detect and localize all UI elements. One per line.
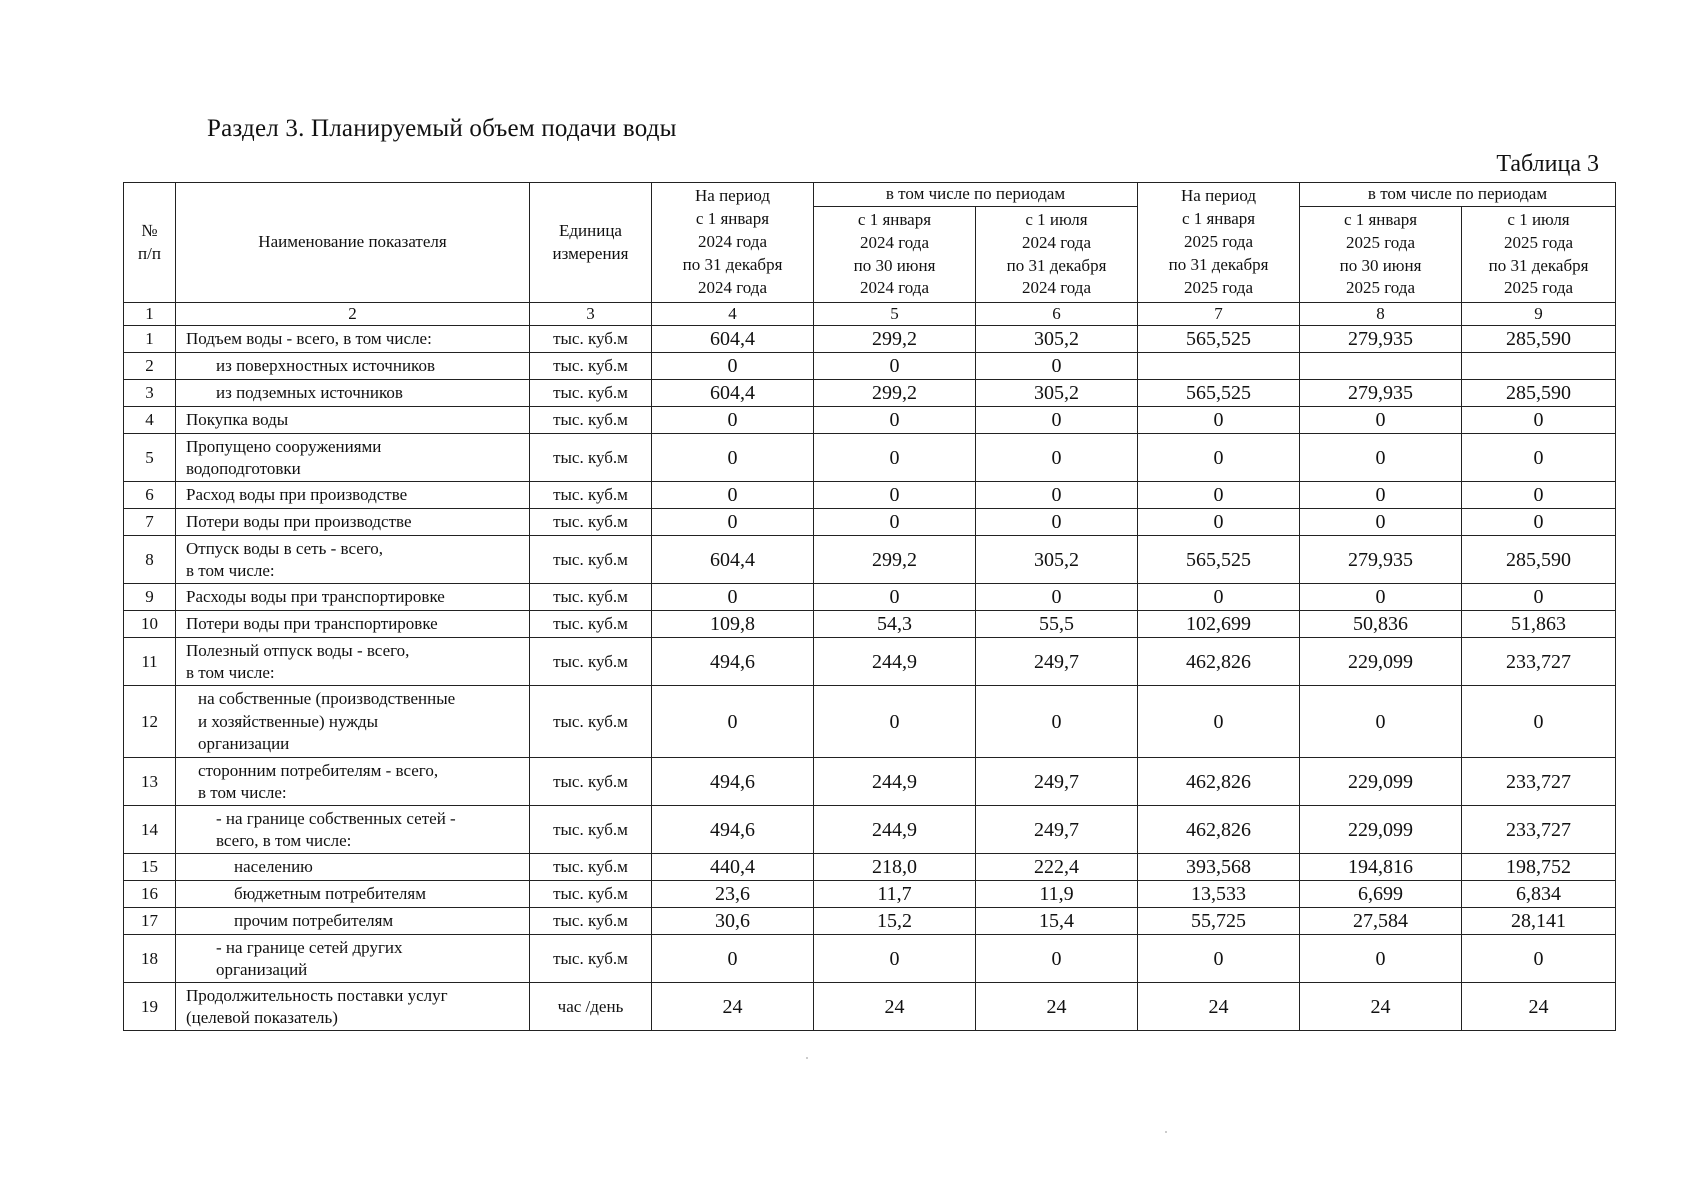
value-cell: 393,568	[1138, 854, 1300, 881]
value-cell: 279,935	[1300, 536, 1462, 584]
value-cell: 0	[814, 935, 976, 983]
table-row	[124, 758, 1616, 806]
column-number: 8	[1300, 303, 1462, 326]
row-number: 13	[124, 758, 176, 806]
indicator-name-text: населению	[234, 857, 313, 877]
value-cell: 565,525	[1138, 326, 1300, 353]
value-cell: 30,6	[652, 908, 814, 935]
indicator-name-text: прочим потребителям	[234, 911, 394, 931]
table-row	[124, 638, 1616, 686]
header-h1-2025: с 1 января 2025 года по 30 июня 2025 года	[1300, 207, 1462, 303]
value-cell: 24	[652, 983, 814, 1031]
indicator-name	[176, 935, 530, 983]
row-number: 8	[124, 536, 176, 584]
value-cell: 0	[1462, 434, 1616, 482]
indicator-name	[176, 536, 530, 584]
value-cell: 0	[652, 935, 814, 983]
indicator-name	[176, 638, 530, 686]
unit-cell: тыс. куб.м	[530, 758, 652, 806]
table-row	[124, 434, 1616, 482]
column-number: 9	[1462, 303, 1616, 326]
indicator-name	[176, 983, 530, 1031]
value-cell: 0	[1462, 482, 1616, 509]
unit-cell: тыс. куб.м	[530, 881, 652, 908]
unit-cell: тыс. куб.м	[530, 908, 652, 935]
column-number: 4	[652, 303, 814, 326]
value-cell: 299,2	[814, 536, 976, 584]
column-number: 7	[1138, 303, 1300, 326]
value-cell: 244,9	[814, 758, 976, 806]
value-cell: 0	[1138, 407, 1300, 434]
row-number: 7	[124, 509, 176, 536]
row-number: 2	[124, 353, 176, 380]
unit-cell: тыс. куб.м	[530, 611, 652, 638]
unit-cell: тыс. куб.м	[530, 482, 652, 509]
value-cell: 0	[652, 482, 814, 509]
value-cell: 0	[976, 434, 1138, 482]
indicator-name-text: - на границе сетей других организаций	[216, 937, 403, 979]
scan-speck	[1165, 1131, 1167, 1133]
indicator-name-text: из подземных источников	[216, 383, 403, 403]
value-cell: 0	[1138, 482, 1300, 509]
header-unit: Единица измерения	[530, 183, 652, 303]
table-row	[124, 407, 1616, 434]
column-number: 5	[814, 303, 976, 326]
value-cell: 0	[814, 407, 976, 434]
table-row	[124, 935, 1616, 983]
value-cell: 285,590	[1462, 326, 1616, 353]
table-row	[124, 611, 1616, 638]
value-cell: 15,4	[976, 908, 1138, 935]
row-number: 14	[124, 806, 176, 854]
value-cell: 6,834	[1462, 881, 1616, 908]
unit-cell: тыс. куб.м	[530, 536, 652, 584]
value-cell: 24	[976, 983, 1138, 1031]
header-row-1	[124, 183, 1616, 207]
value-cell: 0	[652, 353, 814, 380]
value-cell: 0	[814, 482, 976, 509]
value-cell: 27,584	[1300, 908, 1462, 935]
value-cell: 462,826	[1138, 806, 1300, 854]
row-number: 1	[124, 326, 176, 353]
row-number: 6	[124, 482, 176, 509]
indicator-name	[176, 758, 530, 806]
value-cell: 285,590	[1462, 380, 1616, 407]
value-cell: 0	[1462, 686, 1616, 758]
value-cell: 233,727	[1462, 638, 1616, 686]
unit-cell: тыс. куб.м	[530, 380, 652, 407]
indicator-name-text: Пропущено сооружениями водоподготовки	[186, 436, 382, 478]
value-cell: 494,6	[652, 806, 814, 854]
value-cell: 0	[1138, 509, 1300, 536]
header-h2-2024: с 1 июля 2024 года по 31 декабря 2024 года	[976, 207, 1138, 303]
indicator-name-text: - на границе собственных сетей - всего, в том числе:	[216, 808, 456, 850]
value-cell: 109,8	[652, 611, 814, 638]
indicator-name-text: Подъем воды - всего, в том числе:	[186, 329, 432, 349]
value-cell: 299,2	[814, 380, 976, 407]
column-number: 3	[530, 303, 652, 326]
indicator-name	[176, 584, 530, 611]
row-number: 10	[124, 611, 176, 638]
value-cell: 0	[976, 686, 1138, 758]
value-cell: 0	[976, 353, 1138, 380]
table-row	[124, 806, 1616, 854]
unit-cell: тыс. куб.м	[530, 353, 652, 380]
value-cell: 0	[1138, 935, 1300, 983]
value-cell: 24	[814, 983, 976, 1031]
value-cell: 249,7	[976, 638, 1138, 686]
value-cell: 0	[976, 509, 1138, 536]
indicator-name-text: Продолжительность поставки услуг (целевой показатель)	[186, 985, 448, 1027]
row-number: 3	[124, 380, 176, 407]
value-cell: 198,752	[1462, 854, 1616, 881]
value-cell: 229,099	[1300, 638, 1462, 686]
value-cell: 0	[1138, 584, 1300, 611]
table-row	[124, 854, 1616, 881]
value-cell: 218,0	[814, 854, 976, 881]
row-number: 15	[124, 854, 176, 881]
row-number: 11	[124, 638, 176, 686]
table-row	[124, 584, 1616, 611]
value-cell: 50,836	[1300, 611, 1462, 638]
value-cell: 0	[1300, 434, 1462, 482]
indicator-name	[176, 482, 530, 509]
row-number: 16	[124, 881, 176, 908]
indicator-name	[176, 611, 530, 638]
indicator-name-text: Потери воды при транспортировке	[186, 614, 438, 634]
value-cell: 0	[1462, 407, 1616, 434]
value-cell: 229,099	[1300, 758, 1462, 806]
indicator-name-text: Покупка воды	[186, 410, 289, 430]
value-cell: 54,3	[814, 611, 976, 638]
unit-cell: тыс. куб.м	[530, 638, 652, 686]
value-cell: 305,2	[976, 536, 1138, 584]
indicator-name-text: бюджетным потребителям	[234, 884, 426, 904]
unit-cell: тыс. куб.м	[530, 326, 652, 353]
row-number: 4	[124, 407, 176, 434]
value-cell: 23,6	[652, 881, 814, 908]
indicator-name-text: Расход воды при производстве	[186, 485, 408, 505]
water-supply-table	[123, 182, 1616, 1031]
table-row	[124, 686, 1616, 758]
value-cell: 24	[1462, 983, 1616, 1031]
value-cell: 0	[652, 434, 814, 482]
value-cell: 0	[814, 686, 976, 758]
value-cell: 24	[1300, 983, 1462, 1031]
indicator-name	[176, 686, 530, 758]
indicator-name-text: из поверхностных источников	[216, 356, 435, 376]
unit-cell: тыс. куб.м	[530, 935, 652, 983]
value-cell: 0	[1300, 935, 1462, 983]
indicator-name-text: сторонним потребителям - всего, в том числе:	[198, 760, 439, 802]
value-cell: 222,4	[976, 854, 1138, 881]
value-cell: 0	[976, 482, 1138, 509]
unit-cell: тыс. куб.м	[530, 584, 652, 611]
value-cell: 285,590	[1462, 536, 1616, 584]
row-number: 19	[124, 983, 176, 1031]
column-number: 2	[176, 303, 530, 326]
value-cell	[1462, 353, 1616, 380]
unit-cell: тыс. куб.м	[530, 509, 652, 536]
value-cell: 0	[652, 584, 814, 611]
table-row	[124, 881, 1616, 908]
value-cell: 279,935	[1300, 326, 1462, 353]
header-h2-2025: с 1 июля 2025 года по 31 декабря 2025 года	[1462, 207, 1616, 303]
value-cell: 462,826	[1138, 638, 1300, 686]
value-cell: 244,9	[814, 806, 976, 854]
header-period-2025: На период с 1 января 2025 года по 31 декабря 2025 года	[1138, 183, 1300, 303]
indicator-name	[176, 380, 530, 407]
value-cell: 13,533	[1138, 881, 1300, 908]
table-label: Таблица 3	[1496, 151, 1599, 177]
indicator-name	[176, 509, 530, 536]
table-row	[124, 908, 1616, 935]
value-cell: 233,727	[1462, 758, 1616, 806]
row-number: 12	[124, 686, 176, 758]
indicator-name-text: Потери воды при производстве	[186, 512, 412, 532]
value-cell: 28,141	[1462, 908, 1616, 935]
value-cell: 0	[652, 509, 814, 536]
column-number: 6	[976, 303, 1138, 326]
value-cell: 0	[1300, 407, 1462, 434]
value-cell: 305,2	[976, 326, 1138, 353]
header-num: № п/п	[124, 183, 176, 303]
value-cell: 604,4	[652, 326, 814, 353]
value-cell: 229,099	[1300, 806, 1462, 854]
row-number: 18	[124, 935, 176, 983]
value-cell: 0	[652, 407, 814, 434]
indicator-name	[176, 407, 530, 434]
value-cell: 24	[1138, 983, 1300, 1031]
value-cell: 494,6	[652, 638, 814, 686]
value-cell: 462,826	[1138, 758, 1300, 806]
value-cell: 55,5	[976, 611, 1138, 638]
value-cell: 0	[1462, 935, 1616, 983]
value-cell: 249,7	[976, 806, 1138, 854]
value-cell: 194,816	[1300, 854, 1462, 881]
value-cell: 233,727	[1462, 806, 1616, 854]
value-cell: 15,2	[814, 908, 976, 935]
value-cell: 565,525	[1138, 536, 1300, 584]
row-number: 5	[124, 434, 176, 482]
header-name: Наименование показателя	[176, 183, 530, 303]
value-cell: 0	[652, 686, 814, 758]
value-cell: 279,935	[1300, 380, 1462, 407]
table-row	[124, 482, 1616, 509]
value-cell	[1138, 353, 1300, 380]
indicator-name-text: Полезный отпуск воды - всего, в том числе:	[186, 640, 410, 682]
value-cell: 440,4	[652, 854, 814, 881]
unit-cell: тыс. куб.м	[530, 806, 652, 854]
unit-cell: тыс. куб.м	[530, 407, 652, 434]
indicator-name	[176, 434, 530, 482]
value-cell: 0	[814, 509, 976, 536]
value-cell: 0	[814, 353, 976, 380]
header-period-2024: На период с 1 января 2024 года по 31 декабря 2024 года	[652, 183, 814, 303]
value-cell: 0	[814, 584, 976, 611]
table-row	[124, 353, 1616, 380]
value-cell: 0	[976, 935, 1138, 983]
value-cell: 11,9	[976, 881, 1138, 908]
column-number: 1	[124, 303, 176, 326]
value-cell	[1300, 353, 1462, 380]
row-number: 9	[124, 584, 176, 611]
value-cell: 305,2	[976, 380, 1138, 407]
value-cell: 0	[1462, 509, 1616, 536]
unit-cell: тыс. куб.м	[530, 434, 652, 482]
value-cell: 0	[976, 584, 1138, 611]
indicator-name-text: Расходы воды при транспортировке	[186, 587, 445, 607]
table-row	[124, 326, 1616, 353]
value-cell: 0	[1300, 482, 1462, 509]
value-cell: 6,699	[1300, 881, 1462, 908]
indicator-name	[176, 881, 530, 908]
indicator-name-text: на собственные (производственные и хозяйственные) нужды организации	[198, 689, 456, 753]
indicator-name	[176, 908, 530, 935]
value-cell: 102,699	[1138, 611, 1300, 638]
value-cell: 0	[1300, 509, 1462, 536]
indicator-name	[176, 353, 530, 380]
value-cell: 0	[1138, 686, 1300, 758]
indicator-name	[176, 326, 530, 353]
indicator-name-text: Отпуск воды в сеть - всего, в том числе:	[186, 538, 384, 580]
header-subperiods-2024: в том числе по периодам	[814, 183, 1138, 207]
value-cell: 0	[1300, 584, 1462, 611]
value-cell: 249,7	[976, 758, 1138, 806]
table-row	[124, 509, 1616, 536]
table-row	[124, 536, 1616, 584]
column-number-row	[124, 303, 1616, 326]
row-number: 17	[124, 908, 176, 935]
indicator-name	[176, 806, 530, 854]
value-cell: 299,2	[814, 326, 976, 353]
header-h1-2024: с 1 января 2024 года по 30 июня 2024 года	[814, 207, 976, 303]
unit-cell: тыс. куб.м	[530, 854, 652, 881]
value-cell: 0	[814, 434, 976, 482]
value-cell: 494,6	[652, 758, 814, 806]
value-cell: 0	[1138, 434, 1300, 482]
header-subperiods-2025: в том числе по периодам	[1300, 183, 1616, 207]
value-cell: 0	[1462, 584, 1616, 611]
value-cell: 244,9	[814, 638, 976, 686]
value-cell: 51,863	[1462, 611, 1616, 638]
value-cell: 11,7	[814, 881, 976, 908]
table-row	[124, 983, 1616, 1031]
scan-speck	[806, 1057, 808, 1059]
value-cell: 565,525	[1138, 380, 1300, 407]
value-cell: 0	[1300, 686, 1462, 758]
value-cell: 0	[976, 407, 1138, 434]
unit-cell: тыс. куб.м	[530, 686, 652, 758]
value-cell: 55,725	[1138, 908, 1300, 935]
value-cell: 604,4	[652, 380, 814, 407]
table-row	[124, 380, 1616, 407]
value-cell: 604,4	[652, 536, 814, 584]
indicator-name	[176, 854, 530, 881]
section-title: Раздел 3. Планируемый объем подачи воды	[207, 115, 677, 142]
table-body	[124, 326, 1616, 1031]
unit-cell: час /день	[530, 983, 652, 1031]
